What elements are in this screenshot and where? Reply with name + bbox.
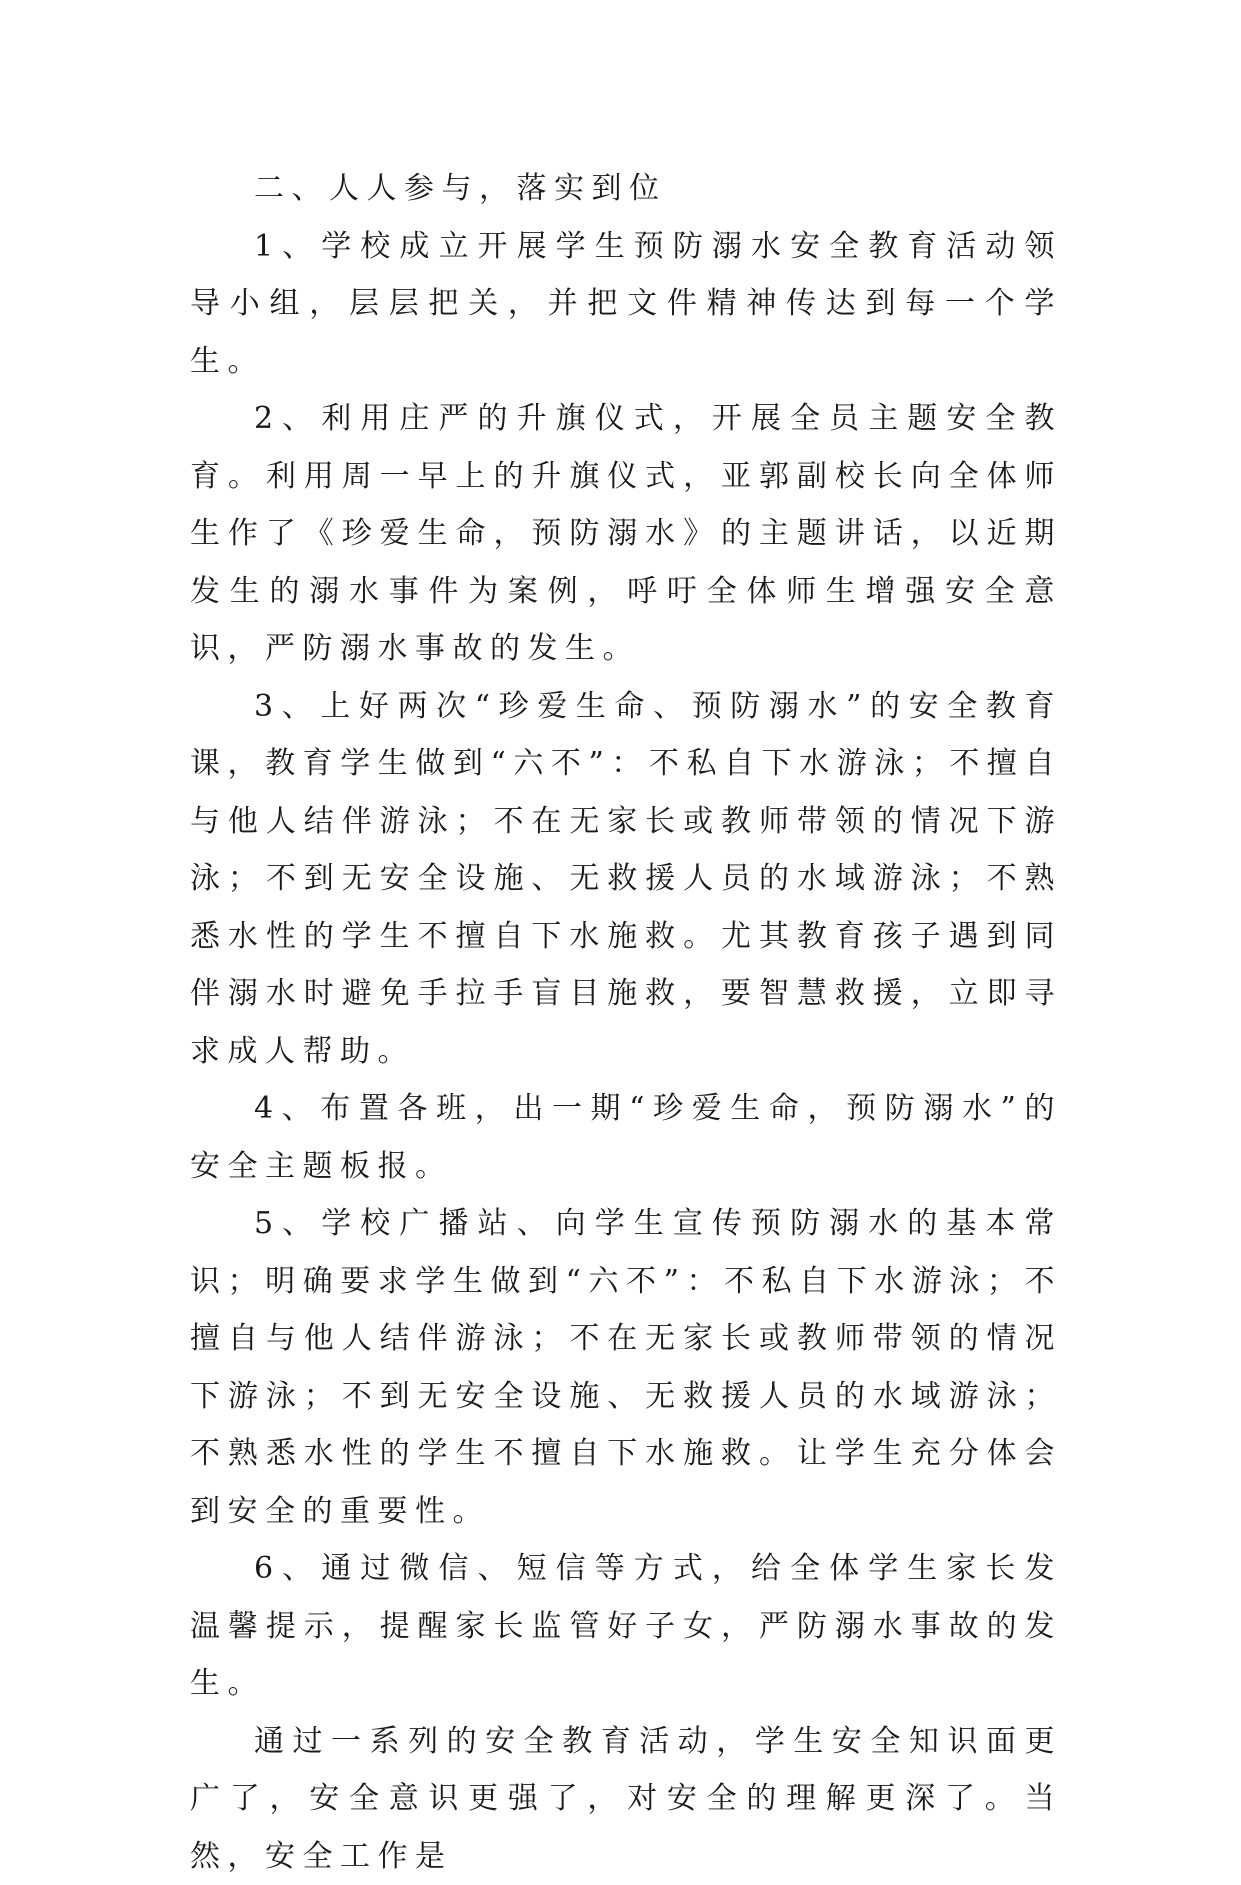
paragraph-item-2: 2、利用庄严的升旗仪式，开展全员主题安全教育。利用周一早上的升旗仪式，亚郭副校长向全体师生作了《珍爱生命，预防溺水》的主题讲话，以近期发生的溺水事件为案例，呼吁全体师生增强安全意识，严防溺水事故的发生。 [190, 390, 1062, 678]
paragraph-summary: 通过一系列的安全教育活动，学生安全知识面更广了，安全意识更强了，对安全的理解更深了。当然，安全工作是 [190, 1713, 1062, 1885]
paragraph-item-3: 3、上好两次“珍爱生命、预防溺水”的安全教育课，教育学生做到“六不”：不私自下水游泳；不擅自与他人结伴游泳；不在无家长或教师带领的情况下游泳；不到无安全设施、无救援人员的水域游泳；不熟悉水性的学生不擅自下水施救。尤其教育孩子遇到同伴溺水时避免手拉手盲目施救，要智慧救援，立即寻求成人帮助。 [190, 678, 1062, 1081]
paragraph-item-4: 4、布置各班，出一期“珍爱生命，预防溺水”的安全主题板报。 [190, 1080, 1062, 1195]
paragraph-item-5: 5、学校广播站、向学生宣传预防溺水的基本常识；明确要求学生做到“六不”：不私自下水游泳；不擅自与他人结伴游泳；不在无家长或教师带领的情况下游泳；不到无安全设施、无救援人员的水域游泳；不熟悉水性的学生不擅自下水施救。让学生充分体会到安全的重要性。 [190, 1195, 1062, 1540]
document-body [190, 160, 1062, 1885]
paragraph-item-6: 6、通过微信、短信等方式，给全体学生家长发温馨提示，提醒家长监管好子女，严防溺水事故的发生。 [190, 1540, 1062, 1713]
section-heading: 二、人人参与，落实到位 [190, 160, 1062, 218]
paragraph-item-1: 1、学校成立开展学生预防溺水安全教育活动领导小组，层层把关，并把文件精神传达到每一个学生。 [190, 218, 1062, 391]
